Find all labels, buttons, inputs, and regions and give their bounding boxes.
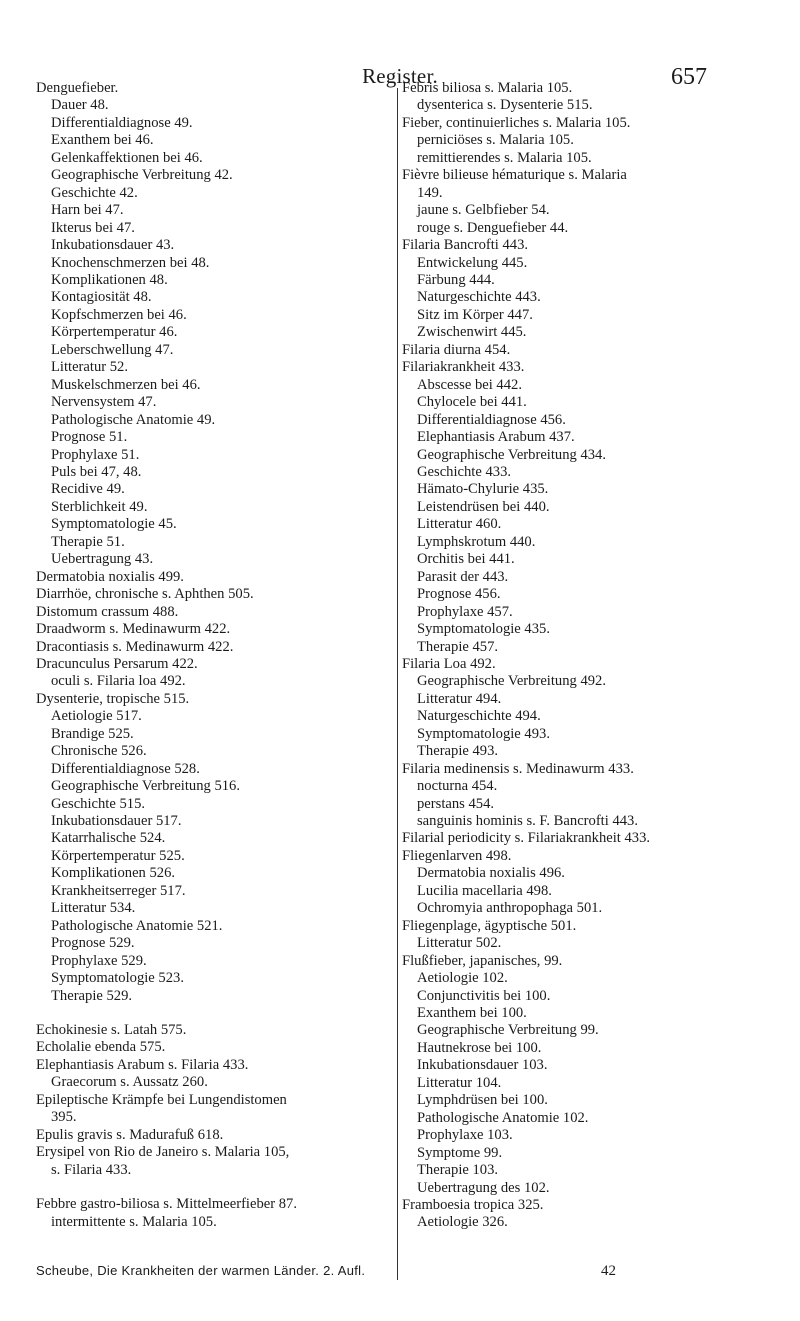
index-entry: Filaria Bancrofti 443.	[402, 237, 529, 254]
index-subentry: Symptomatologie 435.	[417, 621, 550, 638]
index-subentry: Komplikationen 48.	[51, 271, 168, 288]
index-subentry: sanguinis hominis s. F. Bancrofti 443.	[417, 813, 638, 830]
index-subentry: Conjunctivitis bei 100.	[417, 987, 551, 1004]
index-entry: Fliegenlarven 498.	[402, 847, 512, 864]
index-subentry: Krankheitserreger 517.	[51, 882, 186, 899]
index-subentry: Litteratur 534.	[51, 900, 136, 917]
index-subentry: Leistendrüsen bei 440.	[417, 498, 550, 515]
index-subentry: Dermatobia noxialis 496.	[417, 865, 565, 882]
index-subentry: Chylocele bei 441.	[417, 394, 527, 411]
column-divider	[397, 88, 398, 1280]
index-subentry: Chronische 526.	[51, 743, 147, 760]
index-subentry: Prognose 529.	[51, 935, 135, 952]
signature-mark: 42	[601, 1263, 616, 1279]
footer-citation: Scheube, Die Krankheiten der warmen Länder. 2. Aufl.	[36, 1263, 366, 1278]
index-entry: Erysipel von Rio de Janeiro s. Malaria 105,	[36, 1144, 290, 1161]
index-entry: Denguefieber.	[36, 80, 119, 96]
index-subentry: Therapie 493.	[417, 743, 499, 760]
page-number: 657	[671, 64, 707, 90]
index-entry: Elephantiasis Arabum s. Filaria 433.	[36, 1056, 249, 1073]
index-subentry: jaune s. Gelbfieber 54.	[417, 202, 550, 219]
index-subentry: Hämato-Chylurie 435.	[417, 481, 549, 498]
index-subentry: intermittente s. Malaria 105.	[51, 1213, 217, 1230]
index-entry: Distomum crassum 488.	[36, 603, 179, 620]
index-entry: Fliegenplage, ägyptische 501.	[402, 917, 577, 934]
index-subentry: Orchitis bei 441.	[417, 551, 515, 568]
index-subentry: Zwischenwirt 445.	[417, 324, 527, 341]
index-subentry: Prophylaxe 103.	[417, 1127, 513, 1144]
index-subentry: Inkubationsdauer 103.	[417, 1057, 548, 1074]
index-subentry: s. Filaria 433.	[51, 1161, 132, 1178]
index-subentry: Entwickelung 445.	[417, 254, 528, 271]
index-subentry: Symptome 99.	[417, 1144, 503, 1161]
index-subentry: Litteratur 494.	[417, 690, 502, 707]
index-entry: Flußfieber, japanisches, 99.	[402, 952, 563, 969]
index-entry: Draadworm s. Medinawurm 422.	[36, 621, 231, 638]
index-entry: Dysenterie, tropische 515.	[36, 690, 190, 707]
index-entry: Dracunculus Persarum 422.	[36, 655, 198, 672]
index-subentry: Differentialdiagnose 49.	[51, 114, 193, 131]
index-entry: Fieber, continuierliches s. Malaria 105.	[402, 114, 631, 131]
index-subentry: Parasit der 443.	[417, 568, 509, 585]
index-subentry: perstans 454.	[417, 795, 495, 812]
index-subentry: Geographische Verbreitung 42.	[51, 167, 233, 184]
index-subentry: Uebertragung des 102.	[417, 1179, 550, 1196]
index-entry: Diarrhöe, chronische s. Aphthen 505.	[36, 586, 254, 603]
index-subentry: Puls bei 47, 48.	[51, 463, 142, 480]
index-subentry: Graecorum s. Aussatz 260.	[51, 1074, 208, 1091]
index-subentry: Lymphskrotum 440.	[417, 533, 536, 550]
index-subentry: Geographische Verbreitung 99.	[417, 1022, 599, 1039]
index-subentry: Geschichte 433.	[417, 463, 512, 480]
index-subentry: Sterblichkeit 49.	[51, 498, 148, 515]
index-subentry: Kontagiosität 48.	[51, 289, 152, 306]
index-subentry: Symptomatologie 45.	[51, 516, 177, 533]
index-entry: Echolalie ebenda 575.	[36, 1039, 166, 1056]
index-entry: Dermatobia noxialis 499.	[36, 568, 184, 585]
index-subentry: Therapie 529.	[51, 987, 133, 1004]
index-entry: Filaria diurna 454.	[402, 341, 511, 358]
index-subentry: Lucilia macellaria 498.	[417, 882, 552, 899]
page-header-title: Register.	[362, 64, 438, 88]
index-subentry: Katarrhalische 524.	[51, 830, 166, 847]
index-entry: Epulis gravis s. Madurafuß 618.	[36, 1126, 224, 1143]
index-column-right	[402, 80, 772, 1232]
index-subentry: Geographische Verbreitung 516.	[51, 778, 240, 795]
index-subentry: Prophylaxe 51.	[51, 446, 140, 463]
index-subentry: Litteratur 104.	[417, 1074, 502, 1091]
index-subentry: 395.	[51, 1109, 77, 1126]
index-subentry: Harn bei 47.	[51, 202, 124, 219]
index-subentry: Elephantiasis Arabum 437.	[417, 429, 575, 446]
index-subentry: Naturgeschichte 494.	[417, 708, 541, 725]
index-entry: Framboesia tropica 325.	[402, 1197, 544, 1213]
index-subentry: Muskelschmerzen bei 46.	[51, 376, 201, 393]
index-subentry: Exanthem bei 100.	[417, 1005, 527, 1022]
index-entry: Filariakrankheit 433.	[402, 359, 525, 376]
index-entry: Filaria medinensis s. Medinawurm 433.	[402, 760, 634, 777]
index-subentry: nocturna 454.	[417, 778, 498, 795]
index-entry: Dracontiasis s. Medinawurm 422.	[36, 638, 234, 655]
index-subentry: Therapie 457.	[417, 638, 499, 655]
index-subentry: Aetiologie 102.	[417, 970, 508, 987]
index-entry: Filaria Loa 492.	[402, 655, 496, 672]
index-entry: Epileptische Krämpfe bei Lungendistomen	[36, 1091, 287, 1108]
index-subentry: Aetiologie 326.	[417, 1214, 508, 1231]
index-entry: Fièvre bilieuse hématurique s. Malaria	[402, 167, 627, 184]
index-subentry: Litteratur 52.	[51, 359, 128, 376]
index-subentry: Abscesse bei 442.	[417, 376, 522, 393]
index-subentry: Prognose 51.	[51, 429, 128, 446]
index-subentry: Ikterus bei 47.	[51, 219, 135, 236]
index-subentry: Geographische Verbreitung 492.	[417, 673, 606, 690]
index-entry: Echokinesie s. Latah 575.	[36, 1022, 187, 1039]
page-footer	[36, 1263, 772, 1283]
index-subentry: Gelenkaffektionen bei 46.	[51, 149, 203, 166]
index-subentry: Inkubationsdauer 517.	[51, 813, 182, 830]
index-subentry: Knochenschmerzen bei 48.	[51, 254, 210, 271]
index-subentry: Nervensystem 47.	[51, 394, 157, 411]
index-subentry: dysenterica s. Dysenterie 515.	[417, 97, 593, 114]
index-subentry: Kopfschmerzen bei 46.	[51, 306, 187, 323]
index-subentry: Körpertemperatur 525.	[51, 847, 185, 864]
index-entry: Febbre gastro-biliosa s. Mittelmeerfieber 87.	[36, 1196, 297, 1213]
index-subentry: Ochromyia anthropophaga 501.	[417, 900, 603, 917]
index-subentry: 149.	[417, 184, 443, 201]
index-subentry: Geschichte 515.	[51, 795, 146, 812]
index-subentry: Sitz im Körper 447.	[417, 306, 533, 323]
index-column-left	[36, 80, 396, 1231]
index-subentry: Lymphdrüsen bei 100.	[417, 1092, 548, 1109]
index-subentry: Prophylaxe 457.	[417, 603, 513, 620]
index-subentry: Symptomatologie 493.	[417, 725, 550, 742]
index-subentry: Prognose 456.	[417, 586, 501, 603]
index-subentry: Recidive 49.	[51, 481, 125, 498]
index-subentry: Differentialdiagnose 528.	[51, 760, 200, 777]
index-subentry: Litteratur 460.	[417, 516, 502, 533]
index-entry: Febris biliosa s. Malaria 105.	[402, 80, 573, 96]
index-subentry: Leberschwellung 47.	[51, 341, 174, 358]
index-subentry: Pathologische Anatomie 521.	[51, 917, 223, 934]
index-subentry: Brandige 525.	[51, 725, 134, 742]
index-subentry: Körpertemperatur 46.	[51, 324, 178, 341]
index-subentry: perniciöses s. Malaria 105.	[417, 132, 574, 149]
index-subentry: Litteratur 502.	[417, 935, 502, 952]
index-subentry: Prophylaxe 529.	[51, 952, 147, 969]
index-subentry: Differentialdiagnose 456.	[417, 411, 566, 428]
index-subentry: rouge s. Denguefieber 44.	[417, 219, 569, 236]
index-subentry: Geschichte 42.	[51, 184, 138, 201]
index-subentry: Hautnekrose bei 100.	[417, 1039, 542, 1056]
index-subentry: Dauer 48.	[51, 97, 109, 114]
index-subentry: Aetiologie 517.	[51, 708, 142, 725]
index-subentry: Geographische Verbreitung 434.	[417, 446, 606, 463]
index-subentry: Symptomatologie 523.	[51, 970, 184, 987]
index-subentry: Pathologische Anatomie 102.	[417, 1109, 589, 1126]
index-subentry: Therapie 103.	[417, 1162, 499, 1179]
index-subentry: remittierendes s. Malaria 105.	[417, 149, 592, 166]
index-subentry: Therapie 51.	[51, 533, 125, 550]
index-subentry: Exanthem bei 46.	[51, 132, 154, 149]
index-subentry: Komplikationen 526.	[51, 865, 176, 882]
index-entry: Filarial periodicity s. Filariakrankheit 433.	[402, 830, 651, 847]
index-subentry: Färbung 444.	[417, 271, 495, 288]
index-subentry: oculi s. Filaria loa 492.	[51, 673, 186, 690]
index-subentry: Uebertragung 43.	[51, 551, 154, 568]
index-subentry: Pathologische Anatomie 49.	[51, 411, 216, 428]
index-subentry: Naturgeschichte 443.	[417, 289, 541, 306]
index-subentry: Inkubationsdauer 43.	[51, 237, 175, 254]
